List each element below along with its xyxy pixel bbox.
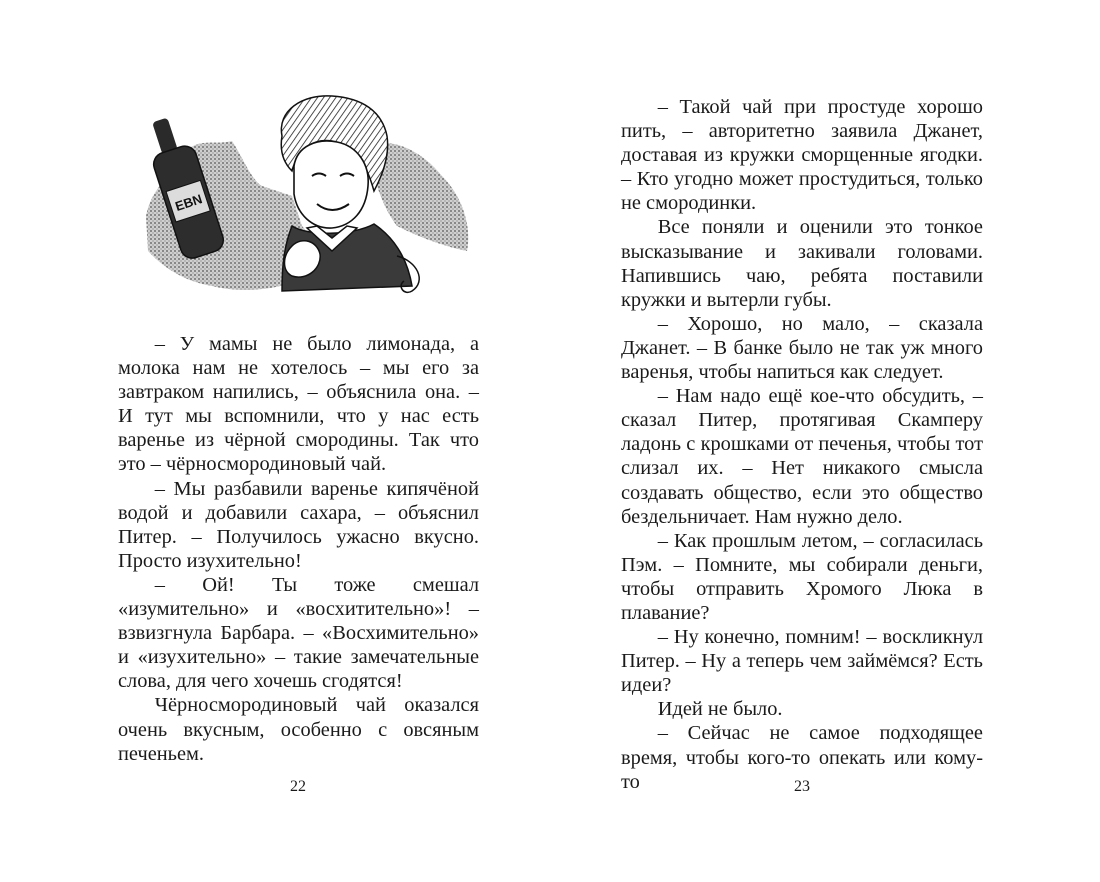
paragraph: Идей не было. xyxy=(657,698,783,721)
paragraph: – Ну конечно, помним! – воскликнул Питер. – Ну а теперь чем займёмся? Есть идеи? xyxy=(621,626,983,697)
paragraph: Все поняли и оценили это тонкое высказывание и закивали головами. Напившись чаю, ребята поставили кружки и вытерли губы. xyxy=(621,216,983,311)
left-page-text xyxy=(118,332,479,766)
paragraph: – Ой! Ты тоже смешал «изумительно» и «восхитительно»! – взвизгнула Барбара. – «Восхимительно» и «изухительно» – такие замечательные слова, для чего хочешь сгодятся! xyxy=(118,573,479,693)
paragraph: – Такой чай при простуде хорошо пить, – авторитетно заявила Джанет, доставая из кружки сморщенные ягодки. – Кто угодно может простудиться, только не смородинки. xyxy=(621,96,983,215)
page-number: 22 xyxy=(290,778,306,795)
right-page-text xyxy=(621,95,983,794)
right-page xyxy=(550,0,1100,882)
paragraph: – Мы разбавили варенье кипячёной водой и добавили сахара, – объяснил Питер. – Получилось ужасно вкусно. Просто изухительно! xyxy=(118,477,479,572)
page-number: 23 xyxy=(794,778,810,795)
illustration-girl-with-bottle xyxy=(142,86,474,300)
paragraph: – Нам надо ещё кое-что обсудить, – сказал Питер, протягивая Скамперу ладонь с крошками от печенья, чтобы тот слизал их. – Нет никакого смысла создавать общество, если это общество бездельничает. Нам нужно дело. xyxy=(621,385,983,528)
paragraph: – Хорошо, но мало, – сказала Джанет. – В банке было не так уж много варенья, чтобы напиться как следует. xyxy=(621,312,983,384)
bottle-label: EBN xyxy=(173,191,205,214)
paragraph: – Сейчас не самое подходящее время, чтобы кого-то опекать или кому-то xyxy=(621,722,983,793)
paragraph: – Как прошлым летом, – согласилась Пэм. – Помните, мы собирали деньги, чтобы отправить Хромого Люка в плавание? xyxy=(621,529,983,624)
girl-face xyxy=(294,141,368,228)
paragraph: – У мамы не было лимонада, а молока нам не хотелось – мы его за завтраком напились, – объяснила она. – И тут мы вспомнили, что у нас есть варенье из чёрной смородины. Так что это – чёрносмородиновый чай. xyxy=(118,333,479,476)
paragraph: Чёрносмородиновый чай оказался очень вкусным, особенно с овсяным печеньем. xyxy=(118,694,479,765)
